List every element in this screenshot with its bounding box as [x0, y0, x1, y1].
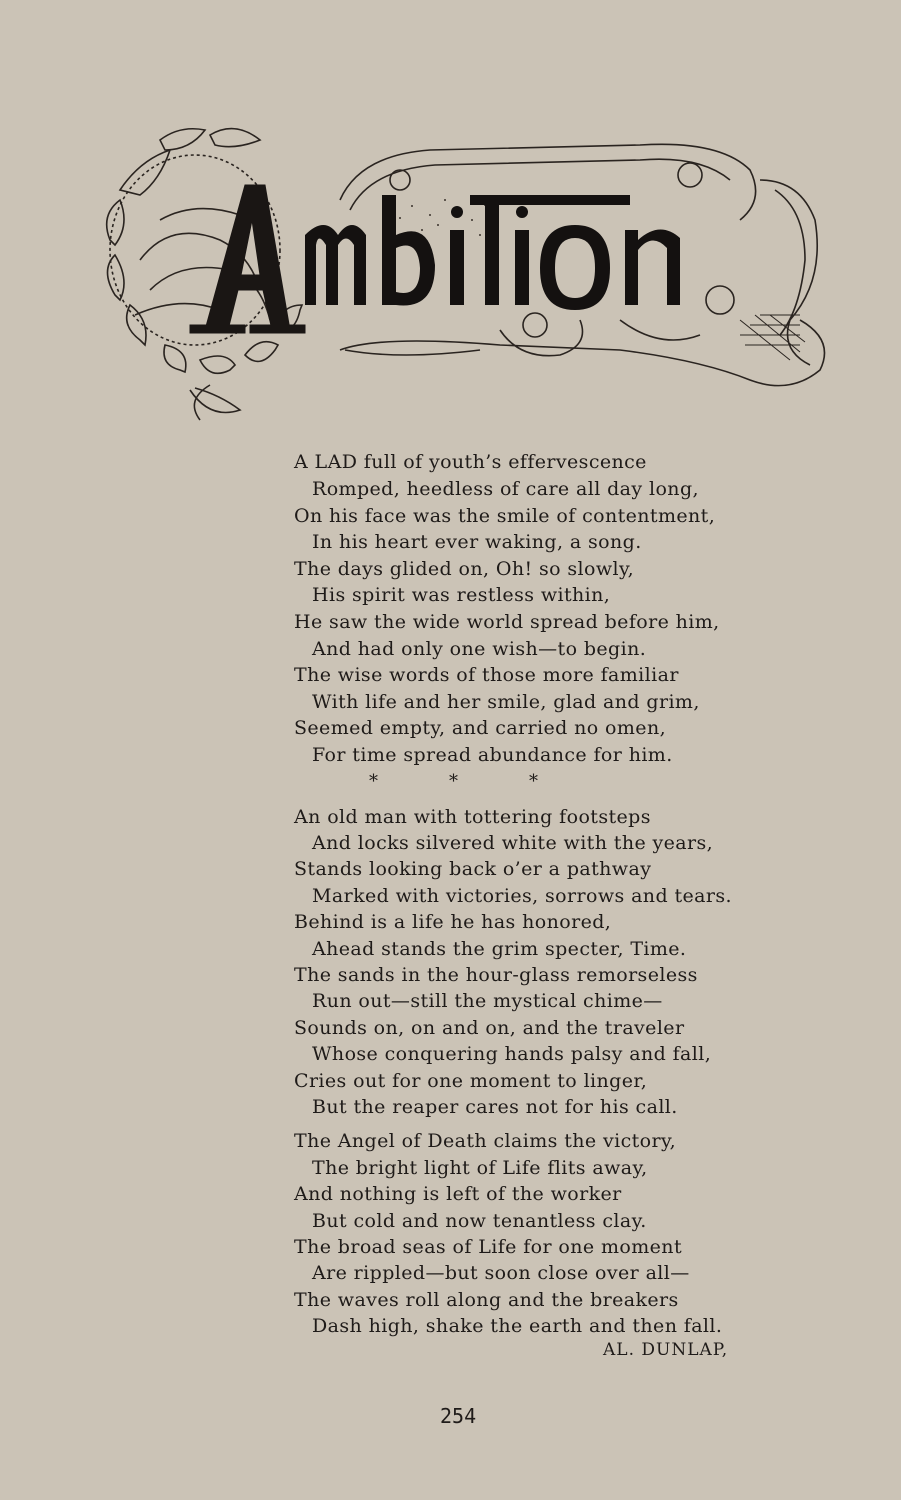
poem-line: Dash high, shake the earth and then fall. — [312, 1315, 723, 1337]
poem-line: The Angel of Death claims the victory, — [294, 1130, 677, 1152]
poem-line: He saw the wide world spread before him, — [294, 611, 720, 633]
poem-line: For time spread abundance for him. — [312, 744, 673, 766]
poem-line: In his heart ever waking, a song. — [312, 531, 642, 553]
author-signature: AL. DUNLAP, — [603, 1340, 729, 1360]
poem-line: The sands in the hour-glass remorseless — [294, 964, 698, 986]
poem-line: Stands looking back o’er a pathway — [294, 858, 652, 880]
poem-line: Marked with victories, sorrows and tears. — [312, 885, 732, 907]
poem-line: The waves roll along and the breakers — [294, 1289, 679, 1311]
poem-line: With life and her smile, glad and grim, — [312, 691, 700, 713]
poem-line: And locks silvered white with the years, — [312, 832, 714, 854]
poem-line: Romped, heedless of care all day long, — [312, 478, 699, 500]
poem-line: The wise words of those more familiar — [294, 664, 679, 686]
poem-line: Whose conquering hands palsy and fall, — [312, 1043, 712, 1065]
poem-line: Run out—still the mystical chime— — [312, 990, 663, 1012]
poem-line: The bright light of Life flits away, — [312, 1157, 648, 1179]
poem-line: The broad seas of Life for one moment — [294, 1236, 682, 1258]
poem-line: An old man with tottering footsteps — [294, 806, 651, 828]
poem-line: Seemed empty, and carried no omen, — [294, 717, 667, 739]
poem-line: Cries out for one moment to linger, — [294, 1070, 648, 1092]
poem-line: Behind is a life he has honored, — [294, 911, 612, 933]
page-number: 254 — [440, 1404, 477, 1428]
poem-line: Are rippled—but soon close over all— — [312, 1262, 690, 1284]
separator-asterisk: * — [369, 771, 378, 792]
separator-asterisk: * — [529, 771, 538, 792]
poem-line: Ahead stands the grim specter, Time. — [312, 938, 687, 960]
poem-line: And nothing is left of the worker — [294, 1183, 622, 1205]
poem-line-text: A LAD full of youth’s effervescence — [294, 451, 647, 473]
poem-line: But cold and now tenantless clay. — [312, 1210, 647, 1232]
poem-line: But the reaper cares not for his call. — [312, 1096, 678, 1118]
title-ornament — [100, 120, 830, 440]
separator-asterisk: * — [449, 771, 458, 792]
poem-line: On his face was the smile of contentment, — [294, 505, 716, 527]
poem-line — [294, 450, 647, 474]
poem-line: The days glided on, Oh! so slowly, — [294, 558, 635, 580]
poem-line: His spirit was restless within, — [312, 584, 611, 606]
poem-line: And had only one wish—to begin. — [312, 638, 647, 660]
poem-line: Sounds on, on and on, and the traveler — [294, 1017, 685, 1039]
